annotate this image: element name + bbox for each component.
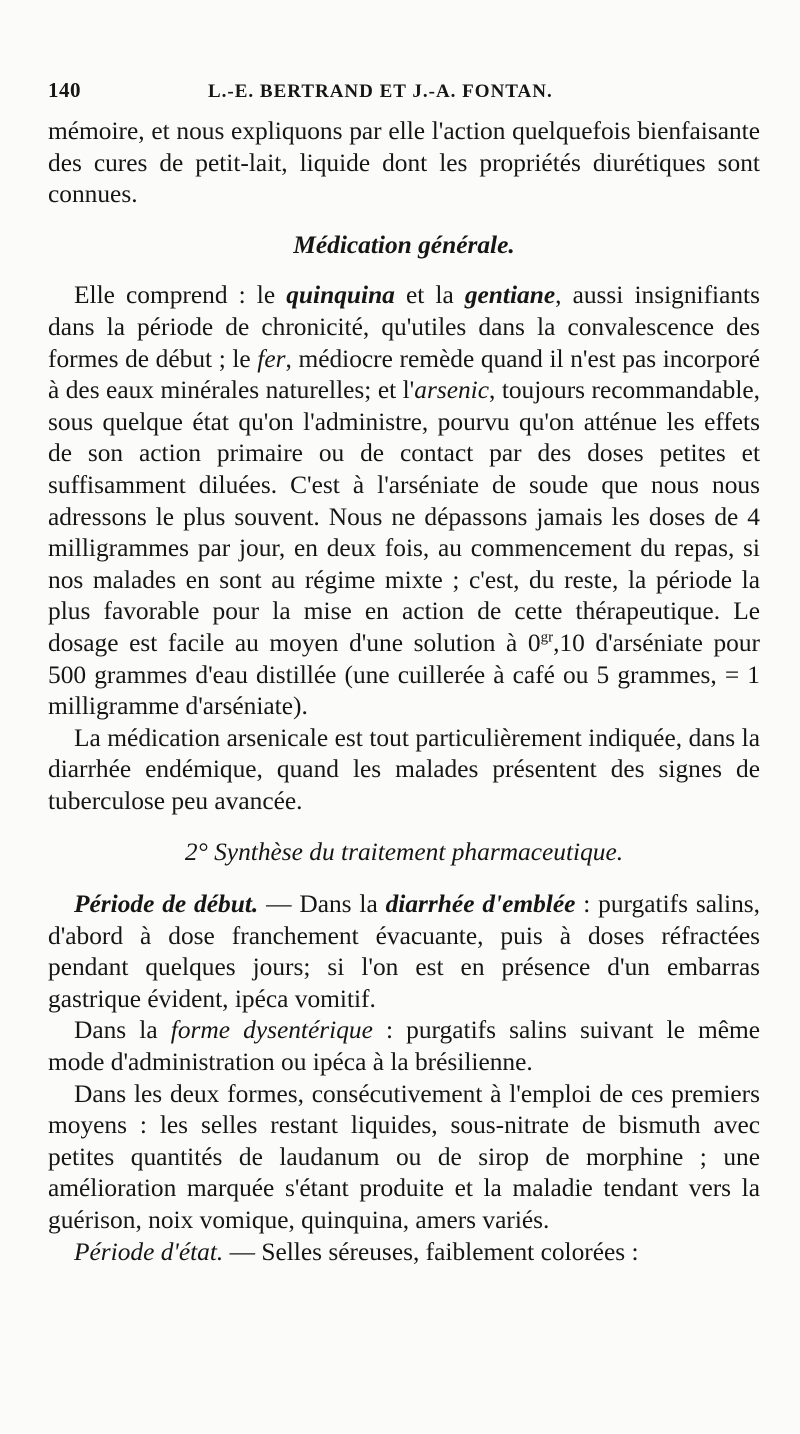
section-heading-synthese: 2° Synthèse du traitement pharmaceutique. [184,838,624,867]
text-run: : purgatifs salins suivant le même mode d'administration ou ipéca à la brésilienne. [48,1016,760,1077]
text-run: Dans la [74,1016,171,1045]
page-header [48,78,760,116]
paragraph-dysenteric [48,1015,760,1078]
text-run: , toujours recommandable, sous quelque état qu'on l'administre, pourvu qu'on atténue les effets de son action primaire ou de contact par des doses petites et suffisamment diluées. C'est à l'arséniate de soude que nous nous adressons le plus souvent. Nous ne dépassons jamais les doses de 4 milligrammes par jour, en deux fois, au commencement du repas, si nos malades en sont au régime mixte ; c'est, du reste, la période la plus favorable pour la mise en action de cette thérapeutique. Le dosage est facile au moyen d'une solution à 0 [48,376,760,657]
period-label: Période d'état. [74,1237,224,1266]
running-title: L.-E. BERTRAND ET J.-A. FONTAN. [208,81,553,102]
term-quinquina: quinquina [286,281,395,310]
section-heading-medication: Médication générale. [293,230,515,259]
paragraph-two-forms [48,1079,760,1237]
term-diarrhee: diarrhée d'emblée [385,890,576,919]
paragraph-arsenical [48,723,760,818]
text-run: : purgatifs salins, d'abord à dose franchement évacuante, puis à doses réfractées pendant quelques jours; si l'on est en présence d'un embarras gastrique évident, ipéca vomitif. [48,890,761,1013]
text-run: , aussi insignifiants dans la période de chronicité, qu'utiles dans la convalescence des formes de début ; le [48,281,760,373]
text-run: ,10 d'arséniate pour 500 grammes d'eau distillée (une cuillerée à café ou 5 grammes, = 1 milligramme d'arséniate). [48,628,761,721]
paragraph-etat [48,1237,760,1269]
page-number: 140 [48,78,81,102]
paragraph-debut [48,889,760,1015]
paragraph-medication [48,280,760,722]
paragraph-continued [48,116,760,211]
text-run: Dans les deux formes, consécutivement à l'emploi de ces premiers moyens : les selles restant liquides, sous-nitrate de bismuth avec petites quantités de laudanum ou de sirop de morphine ; une amélioration marquée s'étant produite et la maladie tendant vers la guérison, noix vomique, quinquina, amers variés. [48,1079,760,1234]
paragraph-text: mémoire, et nous expliquons par elle l'action quelquefois bienfaisante des cures de petit-lait, liquide dont les propriétés diurétiques sont connues. [48,117,760,209]
text-run: La médication arsenicale est tout particulièrement indiquée, dans la diarrhée endémique, quand les malades présentent des signes de tuberculose peu avancée. [48,723,760,815]
term-fer: fer [257,344,286,373]
term-arsenic: arsenic [414,376,489,405]
term-forme-dysenterique: forme dysentérique [170,1016,373,1045]
text-run: , médiocre remède quand il n'est pas incorporé à des eaux minérales naturelles; et l' [48,344,761,405]
text-run: et la [394,281,465,310]
body-text [48,116,760,1268]
unit-superscript: gr [540,629,554,646]
period-label: Période de début. [74,890,259,919]
text-run: — Dans la [258,890,386,919]
text-run: — Selles séreuses, faiblement colorées : [223,1237,639,1266]
text-run: Elle comprend : le [74,281,287,310]
term-gentiane: gentiane [464,281,556,310]
